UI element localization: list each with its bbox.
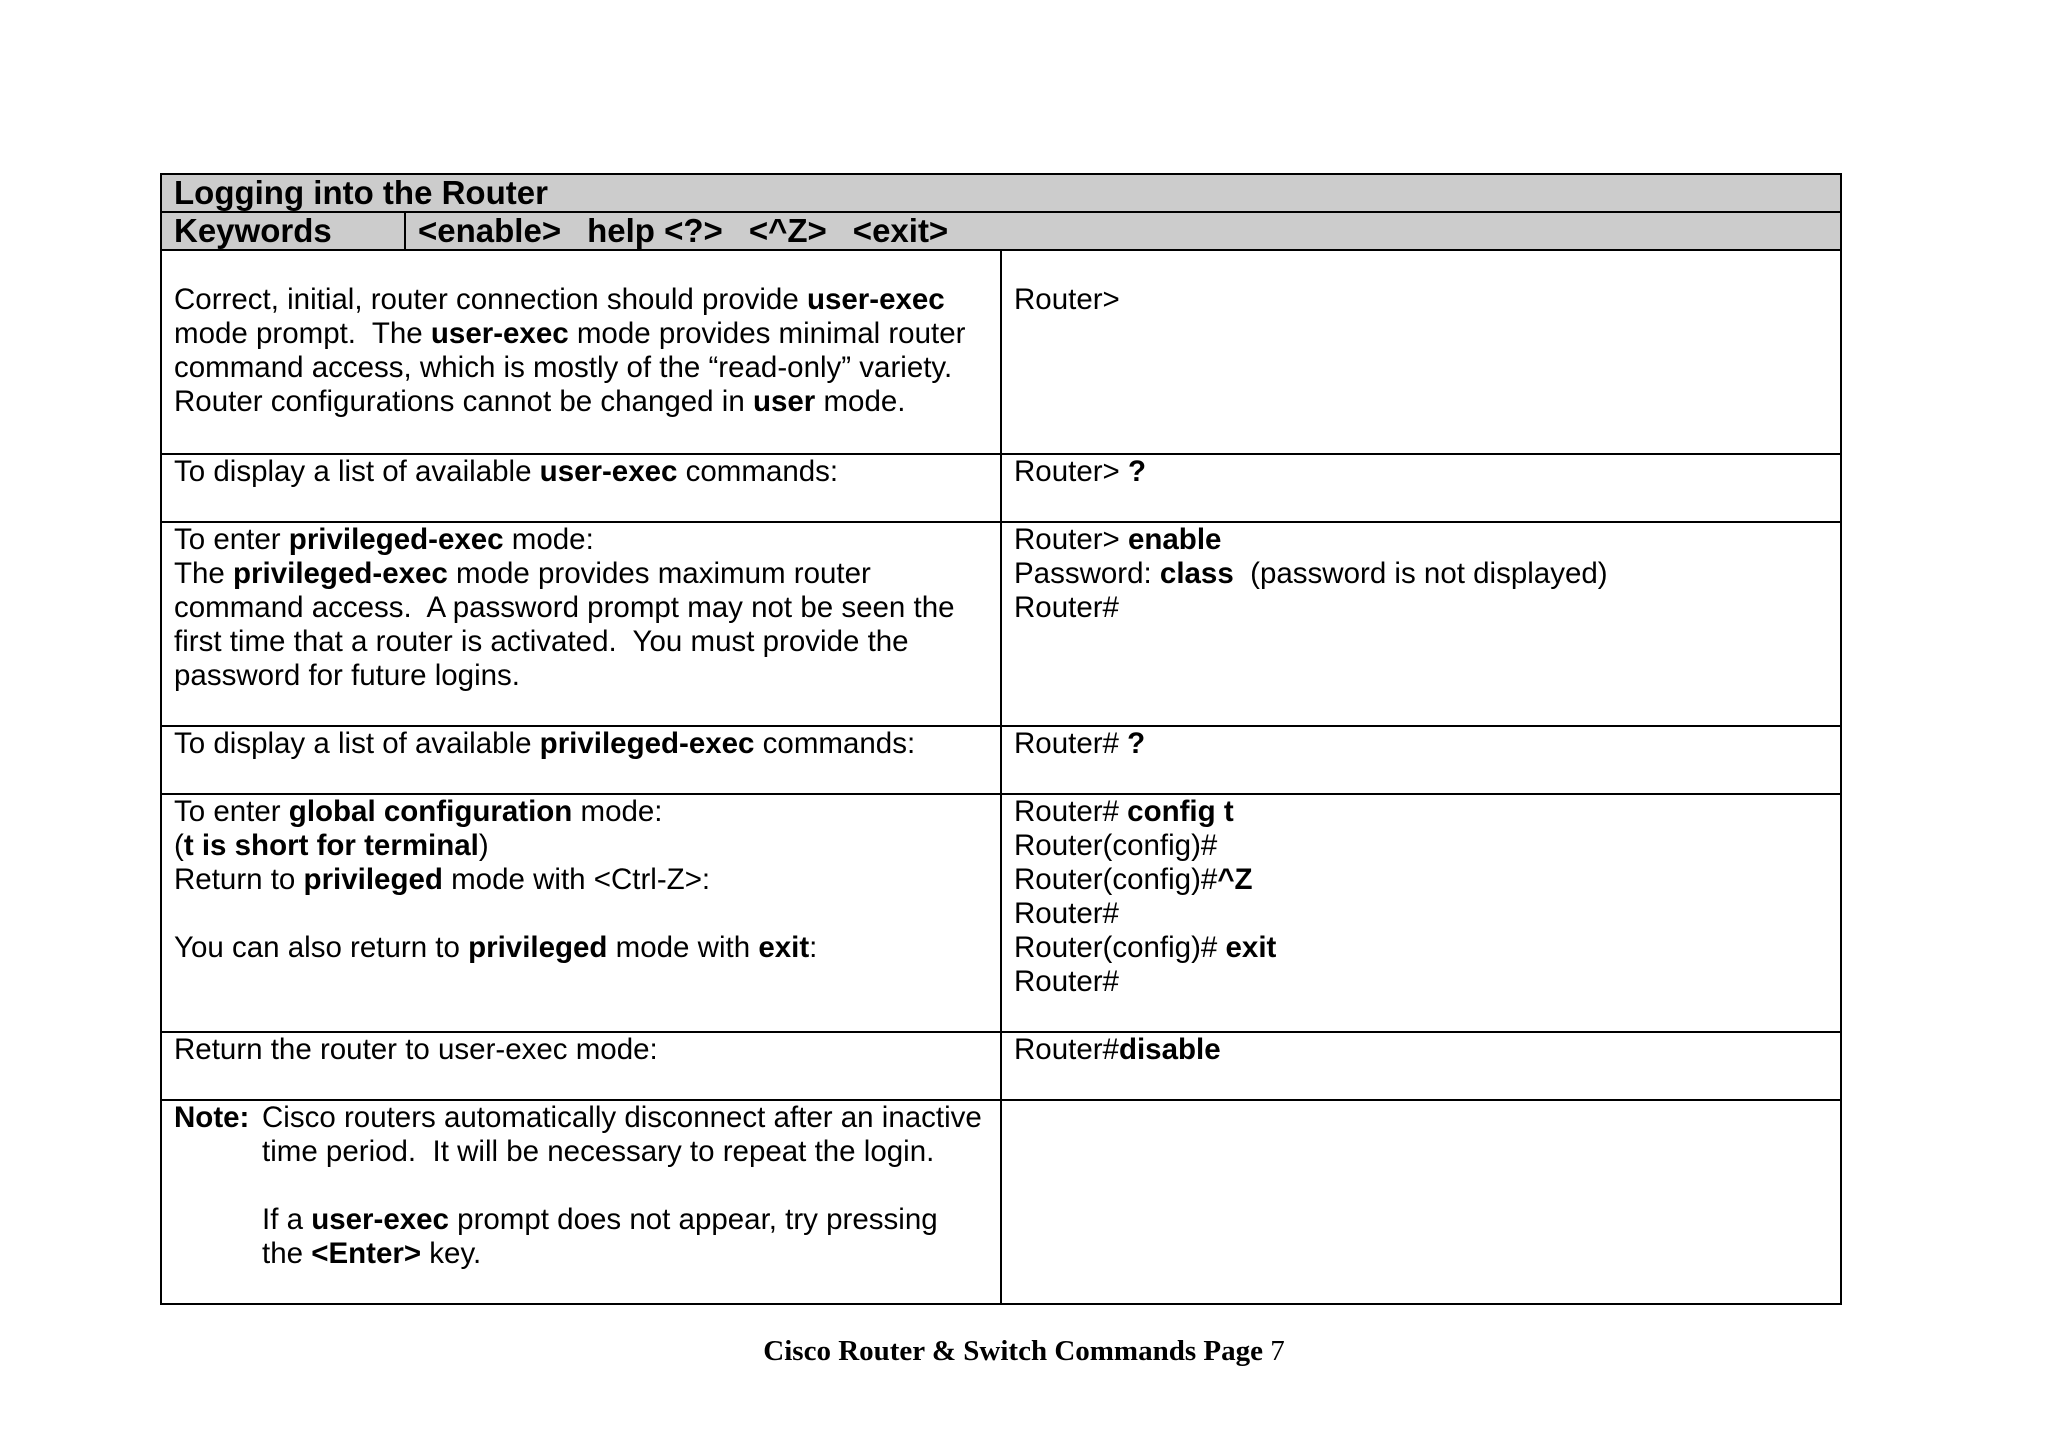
- note-label: Note:: [174, 1101, 250, 1134]
- text-run: Router>: [1014, 455, 1128, 488]
- text-run: commands:: [677, 455, 839, 488]
- command-cell: [1001, 250, 1841, 454]
- text-run: (password is not displayed): [1233, 557, 1608, 590]
- keywords-list: [405, 212, 1841, 250]
- text-run: (: [174, 829, 184, 862]
- text-line: [174, 897, 988, 931]
- bold-text: user-exec: [806, 283, 945, 316]
- text-run: mode prompt. The: [174, 317, 431, 350]
- text-line: [1014, 931, 1828, 965]
- bold-text: privileged: [468, 931, 608, 964]
- text-run: ): [478, 829, 489, 862]
- text-run: To enter: [174, 795, 289, 828]
- text-run: You can also return to: [174, 931, 469, 964]
- table-row: [161, 454, 1841, 522]
- keyword-enable: <enable>: [418, 212, 562, 249]
- bold-text: user-exec: [311, 1203, 449, 1236]
- text-run: Router(config)#: [1014, 829, 1218, 862]
- text-line: [174, 863, 988, 897]
- note-body: [262, 1101, 982, 1271]
- text-run: prompt does not appear, try pressing: [448, 1203, 938, 1236]
- bold-text: global configuration: [288, 795, 573, 828]
- text-run: To display a list of available: [174, 727, 540, 760]
- bold-text: exit: [758, 931, 810, 964]
- text-run: Return to: [174, 863, 304, 896]
- note-row: [161, 1100, 1841, 1304]
- text-run: To enter: [174, 523, 289, 556]
- text-line: [174, 283, 988, 317]
- bold-text: disable: [1118, 1033, 1221, 1066]
- command-table: [160, 173, 1842, 1305]
- text-line: [1014, 283, 1828, 317]
- text-line: [174, 795, 988, 829]
- bold-text: privileged-exec: [539, 727, 755, 760]
- text-run: mode with <Ctrl-Z>:: [442, 863, 711, 896]
- title-row: [161, 174, 1841, 212]
- text-line: [174, 455, 988, 489]
- text-run: mode provides maximum router: [447, 557, 871, 590]
- keyword-help: help <?>: [587, 212, 723, 249]
- text-run: first time that a router is activated. You must provide the: [174, 625, 909, 658]
- text-run: command access, which is mostly of the “read-only” variety.: [174, 351, 953, 384]
- text-run: mode with: [607, 931, 759, 964]
- text-run: Router>: [1014, 523, 1128, 556]
- text-run: Router configurations cannot be changed in: [174, 385, 753, 418]
- text-run: If a: [262, 1203, 312, 1236]
- note-cell: [161, 1100, 1001, 1304]
- text-line: [174, 385, 988, 419]
- text-line: [174, 523, 988, 557]
- command-cell: [1001, 1032, 1841, 1100]
- text-line: [1014, 727, 1828, 761]
- text-line: [174, 727, 988, 761]
- text-run: To display a list of available: [174, 455, 540, 488]
- text-line: [174, 557, 988, 591]
- text-run: Router#: [1014, 727, 1128, 760]
- text-run: Correct, initial, router connection should provide: [174, 283, 807, 316]
- text-run: Password:: [1014, 557, 1160, 590]
- text-line: [1014, 523, 1828, 557]
- bold-text: ?: [1127, 727, 1146, 760]
- text-run: Router#: [1014, 897, 1119, 930]
- text-run: mode provides minimal router: [568, 317, 966, 350]
- bold-text: <Enter>: [311, 1237, 422, 1270]
- text-run: Router#: [1014, 591, 1119, 624]
- text-line: [174, 591, 988, 625]
- text-line: [262, 1237, 982, 1271]
- text-line: [1014, 591, 1828, 625]
- bold-text: enable: [1127, 523, 1222, 556]
- text-run: The: [174, 557, 234, 590]
- table-title: Logging into the Router: [161, 174, 1841, 212]
- keywords-label: Keywords: [161, 212, 405, 250]
- bold-text: ?: [1127, 455, 1146, 488]
- text-run: mode.: [815, 385, 906, 418]
- page-footer: [0, 1335, 2048, 1368]
- text-line: [1014, 1033, 1828, 1067]
- text-line: [174, 1033, 988, 1067]
- description-cell: [161, 794, 1001, 1032]
- text-run: mode:: [572, 795, 663, 828]
- text-line: [174, 317, 988, 351]
- command-cell: [1001, 454, 1841, 522]
- bold-text: t is short for terminal: [183, 829, 479, 862]
- text-line: [174, 351, 988, 385]
- keyword-exit: <exit>: [852, 212, 949, 249]
- text-run: key.: [421, 1237, 482, 1270]
- description-cell: [161, 522, 1001, 726]
- text-line: [174, 625, 988, 659]
- empty-cell: [1001, 1100, 1841, 1304]
- description-cell: [161, 1032, 1001, 1100]
- text-line: [174, 659, 988, 693]
- text-line: [174, 829, 988, 863]
- table-row: [161, 1032, 1841, 1100]
- text-line: [1014, 897, 1828, 931]
- text-run: Router#: [1014, 965, 1119, 998]
- bold-text: user-exec: [430, 317, 569, 350]
- text-line: [1014, 557, 1828, 591]
- page-number: 7: [1270, 1335, 1285, 1367]
- text-line: [262, 1101, 982, 1135]
- text-line: [1014, 965, 1828, 999]
- bold-text: user-exec: [539, 455, 678, 488]
- text-line: [1014, 863, 1828, 897]
- text-run: the: [262, 1237, 312, 1270]
- description-cell: [161, 726, 1001, 794]
- text-line: [174, 931, 988, 965]
- text-line: [262, 1203, 982, 1237]
- keywords-row: [161, 212, 1841, 250]
- text-run: password for future logins.: [174, 659, 520, 692]
- text-line: [1014, 455, 1828, 489]
- description-cell: [161, 250, 1001, 454]
- bold-text: config t: [1127, 795, 1234, 828]
- text-line: [1014, 829, 1828, 863]
- text-run: mode:: [503, 523, 594, 556]
- footer-title: Cisco Router & Switch Commands Page: [763, 1335, 1263, 1367]
- table-row: [161, 250, 1841, 454]
- text-run: command access. A password prompt may not be seen the: [174, 591, 955, 624]
- text-run: :: [809, 931, 818, 964]
- text-line: [1014, 795, 1828, 829]
- table-row: [161, 794, 1841, 1032]
- bold-text: user: [752, 385, 816, 418]
- bold-text: ^Z: [1217, 863, 1253, 896]
- bold-text: exit: [1225, 931, 1277, 964]
- command-cell: [1001, 726, 1841, 794]
- keyword-ctrl-z: <^Z>: [748, 212, 827, 249]
- text-run: Router>: [1014, 283, 1120, 316]
- text-run: time period. It will be necessary to repeat the login.: [262, 1135, 935, 1168]
- table-row: [161, 522, 1841, 726]
- text-run: commands:: [754, 727, 916, 760]
- bold-text: class: [1159, 557, 1234, 590]
- text-line: [262, 1135, 982, 1169]
- bold-text: privileged: [303, 863, 443, 896]
- text-run: Return the router to user-exec mode:: [174, 1033, 658, 1066]
- command-cell: [1001, 794, 1841, 1032]
- text-run: Router(config)#: [1014, 931, 1226, 964]
- text-run: Cisco routers automatically disconnect after an inactive: [262, 1101, 982, 1134]
- bold-text: privileged-exec: [233, 557, 448, 590]
- text-run: Router(config)#: [1014, 863, 1218, 896]
- text-run: Router#: [1014, 1033, 1119, 1066]
- command-cell: [1001, 522, 1841, 726]
- text-run: Router#: [1014, 795, 1128, 828]
- table-row: [161, 726, 1841, 794]
- text-line: [262, 1169, 982, 1203]
- bold-text: privileged-exec: [288, 523, 504, 556]
- description-cell: [161, 454, 1001, 522]
